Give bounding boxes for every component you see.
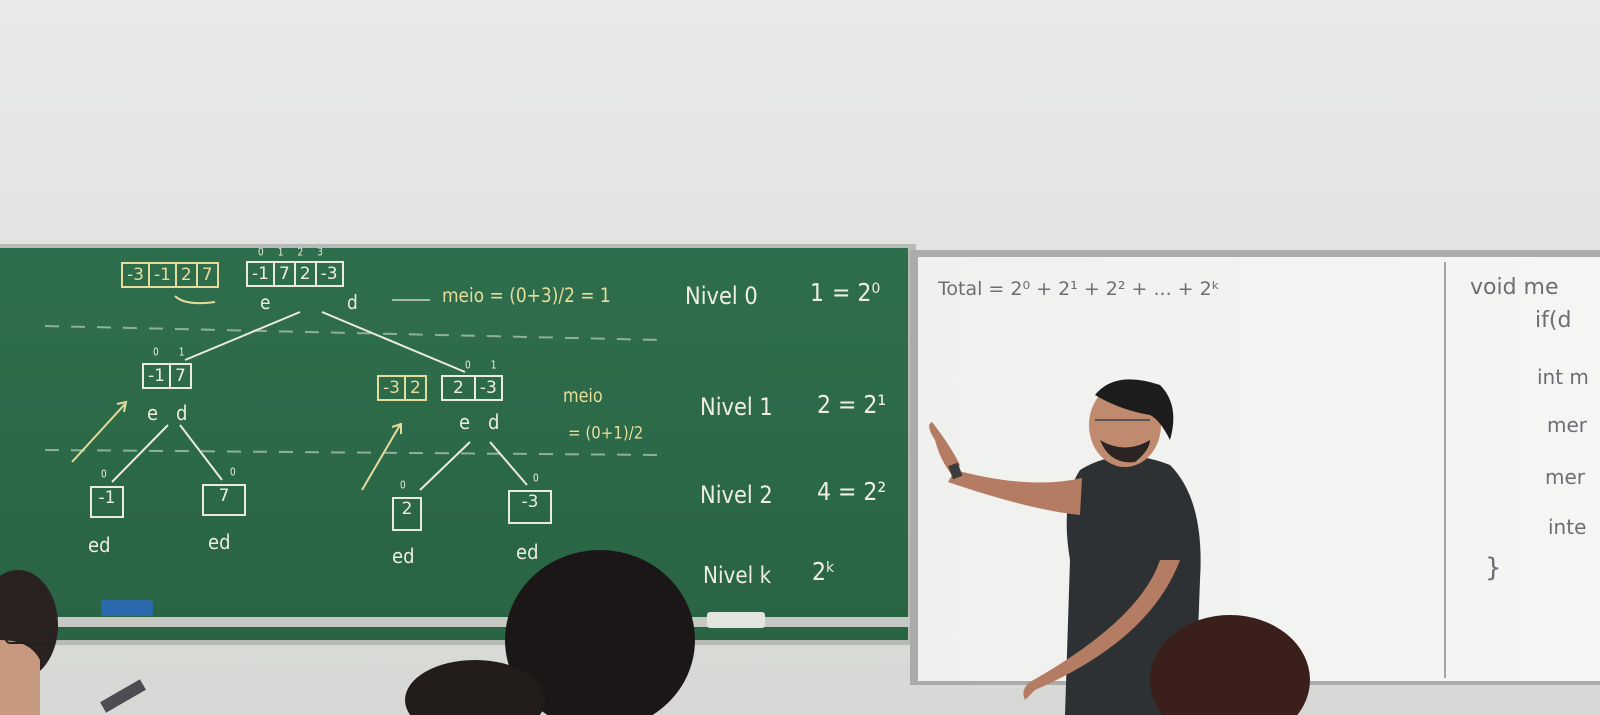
level-0-count: 1 — [810, 279, 824, 308]
index-label: 0 — [258, 247, 278, 259]
meio-formula: meio = (0+3)/2 = 1 — [442, 284, 611, 308]
array-cell: -1 — [144, 365, 171, 387]
level-1-label: Nivel 1 — [700, 393, 773, 421]
leaf-index: 0 — [533, 473, 539, 485]
array-cell: 2 — [177, 264, 198, 286]
level-2-label: Nivel 2 — [700, 481, 773, 509]
level-1-power: = 2¹ — [838, 391, 887, 420]
leaf-cell-4: -3 — [508, 490, 552, 524]
leaf-cell-1: -1 — [90, 486, 124, 518]
level1-meio-formula: = (0+1)/2 — [568, 422, 644, 444]
code-line: mer — [1545, 465, 1586, 489]
leaf-label: ed — [208, 530, 231, 555]
label-d-root: d — [347, 291, 358, 315]
code-line: void me — [1470, 275, 1559, 300]
leaf-label: ed — [392, 544, 415, 569]
leaf-cell-2: 7 — [202, 484, 246, 516]
level1-right-e: e — [459, 410, 471, 435]
array-cell: -1 — [150, 264, 177, 286]
leaf-label: ed — [88, 533, 111, 558]
array-cell: 7 — [174, 366, 186, 386]
leaf-index: 0 — [230, 467, 236, 479]
code-line: mer — [1547, 413, 1588, 437]
level1-meio-note: meio — [563, 384, 603, 407]
leaf-label: ed — [516, 540, 539, 565]
index-label: 0 — [465, 360, 491, 372]
level-2-power: = 2² — [838, 478, 887, 507]
level-k-label: Nivel k — [703, 561, 772, 589]
array-cell: -3 — [479, 378, 497, 398]
code-line: int m — [1537, 365, 1589, 389]
level1-right-d: d — [488, 410, 500, 435]
array-cell: 2 — [296, 263, 317, 285]
array-cell: 7 — [275, 263, 296, 285]
index-label: 2 — [297, 247, 318, 259]
level-k-power: 2ᵏ — [812, 558, 836, 587]
code-line: } — [1485, 553, 1502, 583]
code-line: if(d — [1535, 308, 1572, 333]
level1-left-e: e — [147, 401, 159, 426]
index-label: 3 — [317, 247, 337, 259]
level1-left-d: d — [176, 401, 188, 426]
array-cell: 7 — [201, 265, 213, 285]
array-cell: -3 — [123, 264, 150, 286]
array-cell: -1 — [248, 263, 275, 285]
total-formula: Total = 2⁰ + 2¹ + 2² + ... + 2ᵏ — [938, 278, 1220, 300]
index-label: 0 — [153, 347, 179, 359]
code-line: inte — [1548, 515, 1587, 539]
array-cell: 2 — [443, 377, 476, 399]
level-0-power: = 2⁰ — [832, 279, 881, 308]
index-label: 1 — [178, 347, 205, 359]
leaf-cell-3: 2 — [392, 497, 422, 531]
level-1-count: 2 — [817, 391, 831, 420]
array-cell: 2 — [409, 378, 421, 398]
index-label: 1 — [490, 360, 517, 372]
level-2-count: 4 — [817, 478, 831, 507]
array-cell: -3 — [320, 264, 338, 284]
leaf-index: 0 — [101, 469, 107, 481]
label-e-root: e — [260, 291, 271, 315]
level-0-label: Nivel 0 — [685, 282, 758, 310]
leaf-index: 0 — [400, 480, 406, 492]
index-label: 1 — [277, 247, 298, 259]
array-cell: -3 — [379, 377, 406, 399]
